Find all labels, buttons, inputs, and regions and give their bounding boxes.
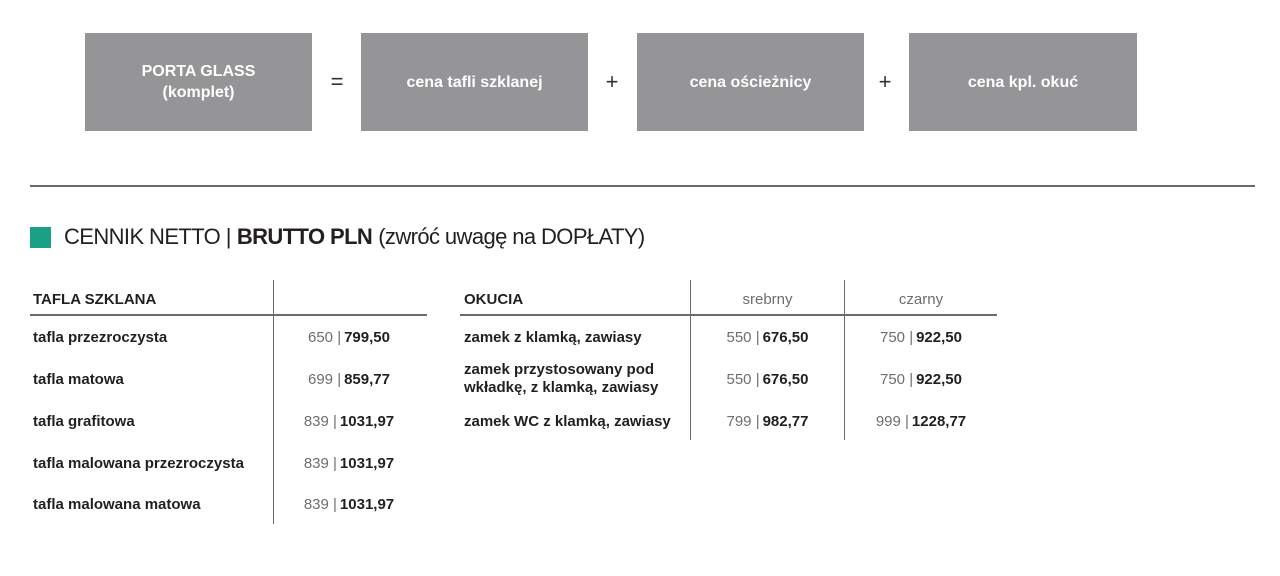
glass-row-price: [274, 410, 424, 432]
glass-row-label: tafla malowana przezroczysta: [33, 454, 244, 472]
price-netto: 699 |: [308, 370, 342, 388]
price-brutto: 676,50: [762, 328, 809, 346]
price-brutto: 676,50: [762, 370, 809, 388]
price-netto: 750 |: [880, 328, 914, 346]
price-netto: 550 |: [726, 328, 760, 346]
equals-sign: =: [330, 69, 344, 94]
glass-header-rule: [30, 314, 427, 316]
fittings-price-srebrny: [691, 410, 844, 432]
heading-brutto: BRUTTO PLN: [236, 224, 373, 249]
pricelist-heading: [30, 224, 645, 250]
heading-netto: CENNIK NETTO |: [64, 224, 231, 249]
fittings-price-czarny: [845, 368, 997, 390]
fittings-price-srebrny: [691, 368, 844, 390]
price-brutto: 922,50: [916, 328, 962, 346]
price-netto: 650 |: [308, 328, 342, 346]
glass-row-price: [274, 493, 424, 515]
price-formula: [0, 33, 1280, 131]
fittings-header: OKUCIA: [464, 290, 524, 308]
fittings-price-box: cena kpl. okuć: [909, 33, 1137, 131]
column-srebrny: srebrny: [742, 290, 793, 308]
glass-column-divider: [273, 280, 274, 524]
teal-square-icon: [30, 227, 51, 248]
fittings-row-label: zamek z klamką, zawiasy: [464, 328, 642, 346]
fittings-price-czarny: [845, 410, 997, 432]
price-brutto: 1031,97: [339, 454, 395, 472]
price-netto: 750 |: [880, 370, 914, 388]
glass-row-label: tafla grafitowa: [33, 412, 135, 430]
price-brutto: 922,50: [916, 370, 962, 388]
glass-row-price: [274, 452, 424, 474]
glass-row-price: [274, 368, 424, 390]
price-brutto: 1031,97: [339, 495, 395, 513]
plus-sign-2: +: [878, 69, 892, 94]
column-czarny: czarny: [898, 290, 944, 308]
fittings-row-label: zamek przystosowany pod wkładkę, z klamką, zawiasy: [464, 361, 659, 396]
fittings-row-label: zamek WC z klamką, zawiasy: [464, 412, 671, 430]
glass-row-label: tafla matowa: [33, 370, 124, 388]
plus-sign-1: +: [605, 69, 619, 94]
glass-price-box: cena tafli szklanej: [361, 33, 588, 131]
glass-header: TAFLA SZKLANA: [33, 290, 157, 308]
section-divider: [30, 185, 1255, 187]
price-netto: 839 |: [303, 495, 337, 513]
fittings-price-srebrny: [691, 326, 844, 348]
glass-row-label: tafla malowana matowa: [33, 495, 201, 513]
fittings-price-czarny: [845, 326, 997, 348]
price-brutto: 799,50: [344, 328, 390, 346]
price-netto: 550 |: [726, 370, 760, 388]
glass-row-price: [274, 326, 424, 348]
price-netto: 799 |: [726, 412, 760, 430]
fittings-header-rule: [460, 314, 997, 316]
porta-glass-box: PORTA GLASS (komplet): [85, 33, 312, 131]
price-netto: 839 |: [303, 454, 337, 472]
heading-note: (zwróć uwagę na DOPŁATY): [378, 224, 645, 249]
price-brutto: 859,77: [344, 370, 390, 388]
frame-price-box: cena ościeżnicy: [637, 33, 864, 131]
price-netto: 839 |: [303, 412, 337, 430]
price-brutto: 1031,97: [339, 412, 395, 430]
price-brutto: 982,77: [762, 412, 809, 430]
glass-row-label: tafla przezroczysta: [33, 328, 168, 346]
price-netto: 999 |: [875, 412, 909, 430]
price-brutto: 1228,77: [911, 412, 967, 430]
